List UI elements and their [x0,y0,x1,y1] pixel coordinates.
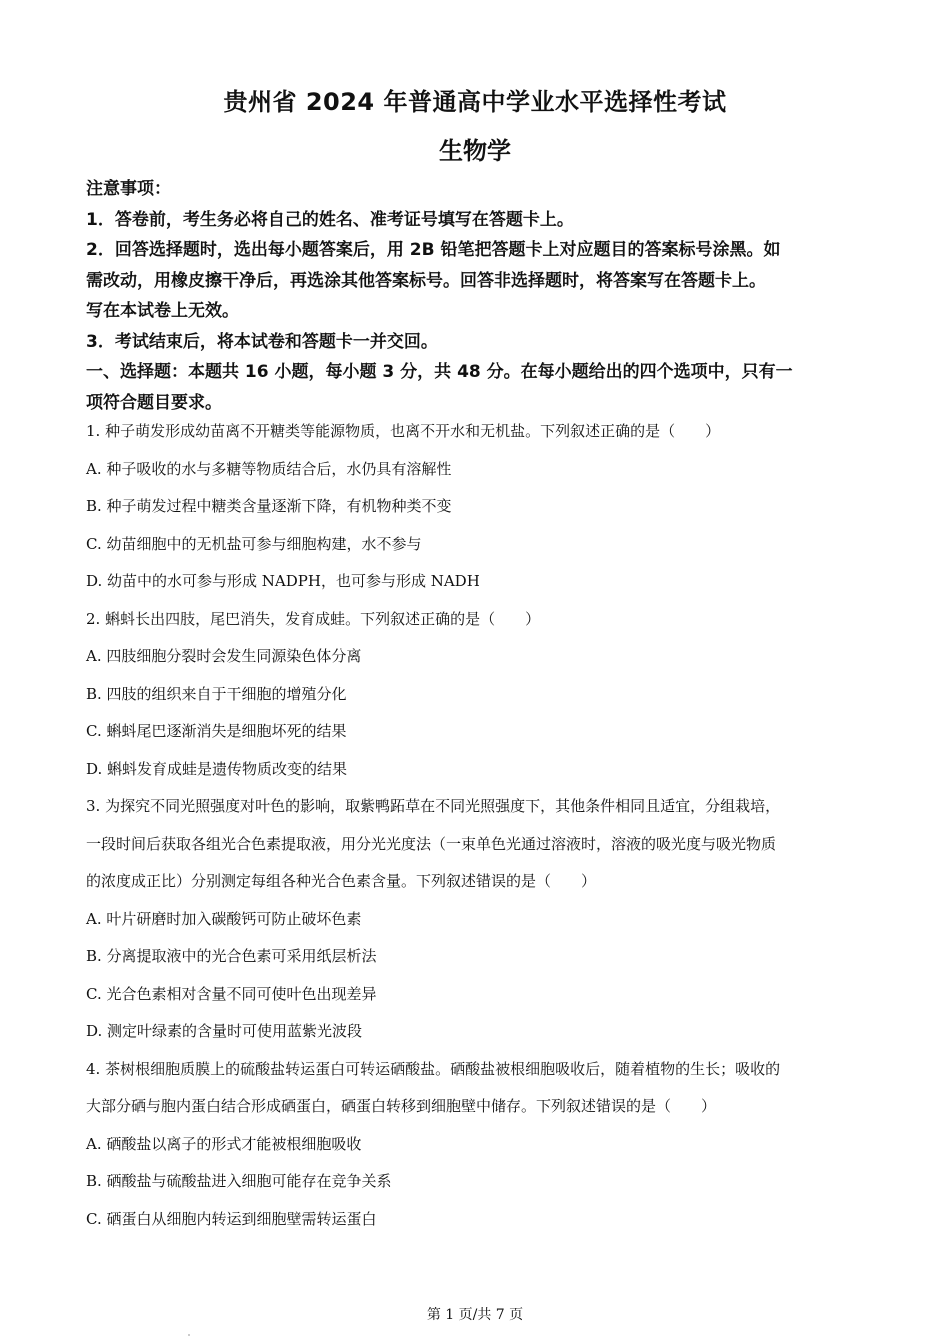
notice-item: 需改动，用橡皮擦干净后，再选涂其他答案标号。回答非选择题时，将答案写在答题卡上。 [86,270,766,291]
notice-section [86,174,866,418]
question-4-stem: 大部分硒与胞内蛋白结合形成硒蛋白，硒蛋白转移到细胞壁中储存。下列叙述错误的是（ ） [86,1097,717,1115]
question-1-option-b: B. 种子萌发过程中糖类含量逐渐下降，有机物种类不变 [86,497,452,515]
subject-title: 生物学 [439,137,511,165]
question-4-option-a: A. 硒酸盐以离子的形式才能被根细胞吸收 [86,1134,362,1153]
question-4-option-b: B. 硒酸盐与硫酸盐进入细胞可能存在竞争关系 [86,1172,392,1190]
notice-item: 写在本试卷上无效。 [86,301,239,321]
question-3-stem: 一段时间后获取各组光合色素提取液，用分光光度法（一束单色光通过溶液时，溶液的吸光度与吸光物质 [86,834,777,853]
question-2-option-a: A. 四肢细胞分裂时会发生同源染色体分离 [86,647,362,665]
notice-item: 1．答卷前，考生务必将自己的姓名、准考证号填写在答题卡上。 [86,209,574,230]
question-4-stem: 4. 茶树根细胞质膜上的硫酸盐转运蛋白可转运硒酸盐。硒酸盐被根细胞吸收后，随着植物的生长；吸收的 [86,1059,781,1078]
question-4-option-c: C. 硒蛋白从细胞内转运到细胞壁需转运蛋白 [86,1209,377,1228]
question-1-option-a: A. 种子吸收的水与多糖等物质结合后，水仍具有溶解性 [86,459,452,478]
question-3-option-d: D. 测定叶绿素的含量时可使用蓝紫光波段 [86,1022,363,1040]
notice-heading: 注意事项： [86,179,171,199]
notice-item: 2．回答选择题时，选出每小题答案后，用 2B 铅笔把答题卡上对应题目的答案标号涂黑。如 [86,240,781,260]
question-2-stem: 2. 蝌蚪长出四肢，尾巴消失，发育成蛙。下列叙述正确的是（ ） [86,609,541,628]
question-3-stem: 的浓度成正比）分别测定每组各种光合色素含量。下列叙述错误的是（ ） [86,872,597,890]
scan-speck [188,1334,190,1336]
question-1-option-c: C. 幼苗细胞中的无机盐可参与细胞构建，水不参与 [86,534,422,553]
question-3-option-c: C. 光合色素相对含量不同可使叶色出现差异 [86,984,377,1003]
question-2-option-b: B. 四肢的组织来自于干细胞的增殖分化 [86,684,347,703]
page-footer: 第 1 页/共 7 页 [426,1307,524,1323]
question-3-stem: 3. 为探究不同光照强度对叶色的影响，取紫鸭跖草在不同光照强度下，其他条件相同且适宜，分组栽培， [86,797,781,815]
question-2-option-c: C. 蝌蚪尾巴逐渐消失是细胞坏死的结果 [86,722,347,740]
exam-title: 贵州省 2024 年普通高中学业水平选择性考试 [223,88,727,116]
section-heading: 一、选择题：本题共 16 小题，每小题 3 分，共 48 分。在每小题给出的四个选项中，只有一 [86,362,793,382]
notice-item: 3．考试结束后，将本试卷和答题卡一并交回。 [86,331,438,352]
question-3-option-b: B. 分离提取液中的光合色素可采用纸层析法 [86,947,377,965]
section-heading: 项符合题目要求。 [86,392,222,413]
question-list [86,413,866,1238]
question-2-option-d: D. 蝌蚪发育成蛙是遗传物质改变的结果 [86,759,348,778]
question-1-option-d: D. 幼苗中的水可参与形成 NADPH，也可参与形成 NADH [86,572,480,590]
question-3-option-a: A. 叶片研磨时加入碳酸钙可防止破坏色素 [86,909,362,928]
question-1-stem: 1. 种子萌发形成幼苗离不开糖类等能源物质，也离不开水和无机盐。下列叙述正确的是（ ） [86,422,721,440]
